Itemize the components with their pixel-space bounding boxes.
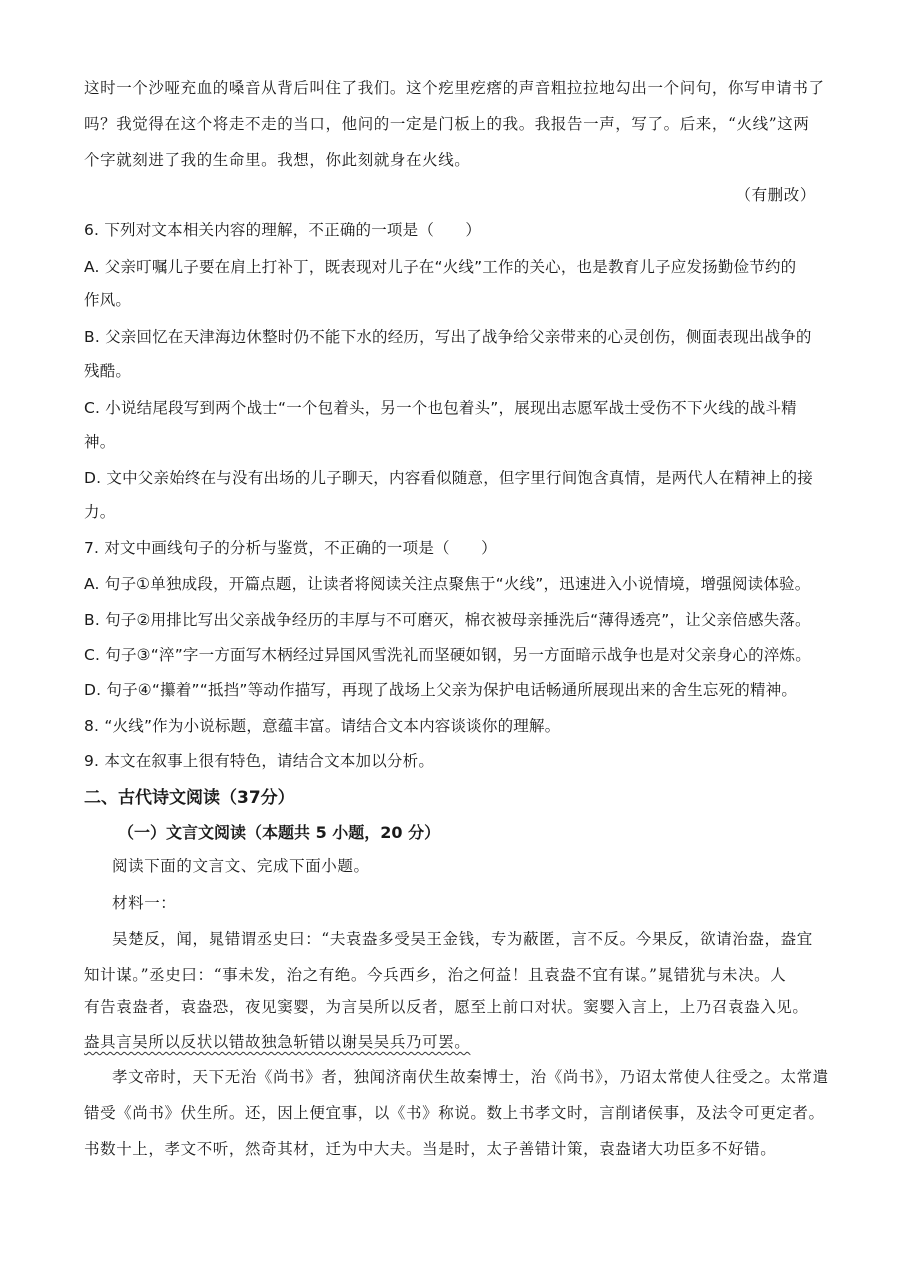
story-line-1: 这时一个沙哑充血的嗓音从背后叫住了我们。这个疙里疙瘩的声音粗拉拉地勾出一个问句，你写申请书了 [84, 79, 825, 97]
section-2-title: 二、古代诗文阅读（37分） [84, 788, 295, 808]
passage-2-line-1: 孝文帝时，天下无治《尚书》者，独闻济南伏生故秦博士，治《尚书》，乃诏太常使人往受之。太常遣 [112, 1068, 829, 1086]
passage-1-underlined-sentence [84, 1031, 470, 1053]
question-9: 9. 本文在叙事上很有特色，请结合文本加以分析。 [84, 752, 435, 770]
passage-1-line-3 [84, 996, 809, 1018]
question-6-option-d-cont: 力。 [84, 503, 116, 521]
question-6-option-b: B. 父亲回忆在天津海边休整时仍不能下水的经历，写出了战争给父亲带来的心灵创伤，侧面表现出战争的 [84, 328, 812, 346]
passage-1-line-1: 吴楚反，闻，晁错谓丞史曰：“夫袁盎多受吴王金钱，专为蔽匿，言不反。今果反，欲请治盎，盎宜 [112, 930, 813, 948]
material-label: 材料一： [112, 894, 177, 912]
question-6-stem: 6. 下列对文本相关内容的理解，不正确的一项是（ ） [84, 221, 482, 239]
question-7-stem: 7. 对文中画线句子的分析与鉴赏，不正确的一项是（ ） [84, 539, 497, 557]
story-line-3: 个字就刻进了我的生命里。我想，你此刻就身在火线。 [84, 151, 471, 169]
subsection-title: （一）文言文阅读（本题共 5 小题，20 分） [118, 823, 441, 842]
question-8: 8. “火线”作为小说标题，意蕴丰富。请结合文本内容谈谈你的理解。 [84, 717, 561, 735]
story-line-2: 吗？我觉得在这个将走不走的当口，他问的一定是门板上的我。我报告一声，写了。后来，“火线”这两 [84, 115, 810, 133]
question-6-option-d: D. 文中父亲始终在与没有出场的儿子聊天，内容看似随意，但字里行间饱含真情，是两代人在精神上的接 [84, 469, 813, 487]
question-7-option-b: B. 句子②用排比写出父亲战争经历的丰厚与不可磨灭，棉衣被母亲捶洗后“薄得透亮”，让父亲倍感失落。 [84, 611, 811, 629]
question-6-option-c-cont: 神。 [84, 433, 116, 451]
reading-instruction: 阅读下面的文言文、完成下面小题。 [112, 857, 370, 875]
passage-2-line-2: 错受《尚书》伏生所。还，因上便宜事，以《书》称说。数上书孝文时，言削诸侯事，及法令可更定者。 [84, 1104, 825, 1122]
passage-1-line-2: 知计谋。”丞史曰：“事未发，治之有绝。今兵西乡，治之何益！且袁盎不宜有谋。”晁错犹与未决。人 [84, 966, 787, 984]
question-7-option-c: C. 句子③“淬”字一方面写木柄经过异国风雪洗礼而坚硬如钢，另一方面暗示战争也是对父亲身心的淬炼。 [84, 646, 811, 664]
question-6-option-a-cont: 作风。 [84, 291, 132, 309]
passage-2-line-3: 书数十上，孝文不听，然奇其材，迁为中大夫。当是时，太子善错计策，袁盎诸大功臣多不好错。 [84, 1140, 777, 1158]
passage-1-line-3-text: 有告袁盎者，袁盎恐，夜见窦婴，为言吴所以反者，愿至上前口对状。窦婴入言上，上乃召袁盎入见。 [84, 998, 809, 1016]
question-7-option-d: D. 句子④“攥着”“抵挡”等动作描写，再现了战场上父亲为保护电话畅通所展现出来的舍生忘死的精神。 [84, 681, 798, 699]
question-6-option-b-cont: 残酷。 [84, 362, 132, 380]
underlined-text: 盎具言吴所以反状以错故独急斩错以谢吴吴兵乃可罢。 [84, 1033, 471, 1051]
source-note: （有删改） [735, 186, 816, 204]
question-7-option-a: A. 句子①单独成段，开篇点题，让读者将阅读关注点聚焦于“火线”，迅速进入小说情境，增强阅读体验。 [84, 575, 811, 593]
question-6-option-c: C. 小说结尾段写到两个战士“一个包着头，另一个也包着头”，展现出志愿军战士受伤不下火线的战斗精 [84, 399, 797, 417]
question-6-option-a: A. 父亲叮嘱儿子要在肩上打补丁，既表现对儿子在“火线”工作的关心，也是教育儿子应发扬勤俭节约的 [84, 258, 797, 276]
